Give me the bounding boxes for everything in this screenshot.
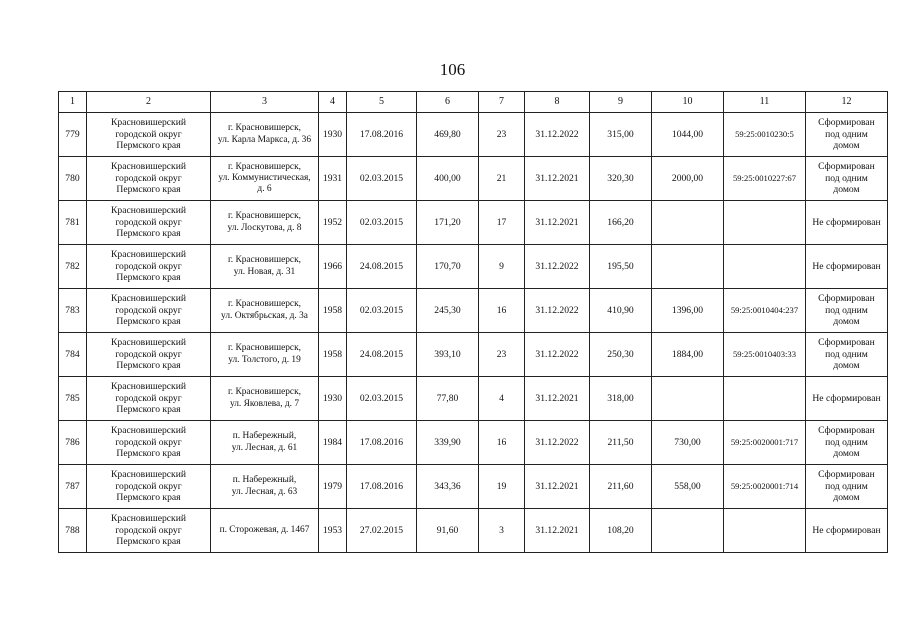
year-cell: 1953: [319, 509, 347, 553]
cadastral-number-cell: 59:25:0010403:33: [724, 333, 806, 377]
area-cell: 77,80: [417, 377, 479, 421]
table-row: [59, 421, 888, 465]
district-cell-line: Пермского края: [116, 492, 181, 504]
area2-cell: 211,50: [590, 421, 652, 465]
deadline-cell: 31.12.2022: [525, 289, 590, 333]
area2-cell: 108,20: [590, 509, 652, 553]
address-cell: [211, 201, 319, 245]
district-cell-line: Пермского края: [116, 448, 181, 460]
row-number-cell: 786: [59, 421, 87, 465]
row-number-cell: 781: [59, 201, 87, 245]
cadastral-number-cell: [724, 201, 806, 245]
year-cell: 1930: [319, 113, 347, 157]
status-cell-line: домом: [833, 316, 860, 328]
housing-registry-table: [58, 91, 888, 553]
district-cell-line: Красновишерский: [111, 249, 186, 261]
table-row: [59, 289, 888, 333]
year-cell: 1984: [319, 421, 347, 465]
status-cell: [806, 245, 888, 289]
column-header-8: 8: [525, 92, 590, 113]
date-cell: 27.02.2015: [347, 509, 417, 553]
count-cell: 23: [479, 113, 525, 157]
district-cell-line: Пермского края: [116, 360, 181, 372]
year-cell: 1930: [319, 377, 347, 421]
deadline-cell: 31.12.2022: [525, 113, 590, 157]
column-header-3: 3: [211, 92, 319, 113]
area2-cell: 320,30: [590, 157, 652, 201]
deadline-cell: 31.12.2022: [525, 333, 590, 377]
table-row: [59, 201, 888, 245]
status-cell-line: Сформирован: [818, 425, 875, 437]
district-cell-line: городской округ: [115, 392, 182, 404]
status-cell-line: Сформирован: [818, 293, 875, 305]
table-row: [59, 509, 888, 553]
status-cell: [806, 377, 888, 421]
count-cell: 4: [479, 377, 525, 421]
cadastral-number-cell: 59:25:0010230:5: [724, 113, 806, 157]
date-cell: 17.08.2016: [347, 465, 417, 509]
column-header-9: 9: [590, 92, 652, 113]
district-cell-line: городской округ: [115, 172, 182, 184]
row-number-cell: 780: [59, 157, 87, 201]
district-cell-line: городской округ: [115, 216, 182, 228]
deadline-cell: 31.12.2022: [525, 421, 590, 465]
address-cell-line: п. Набережный,: [232, 475, 297, 486]
deadline-cell: 31.12.2021: [525, 157, 590, 201]
date-cell: 02.03.2015: [347, 377, 417, 421]
status-cell: [806, 289, 888, 333]
date-cell: 17.08.2016: [347, 113, 417, 157]
status-cell-line: домом: [833, 140, 860, 152]
address-cell-line: г. Красновишерск,: [227, 211, 301, 222]
cadastral-number-cell: 59:25:0020001:717: [724, 421, 806, 465]
deadline-cell: 31.12.2021: [525, 465, 590, 509]
status-cell-line: Сформирован: [818, 337, 875, 349]
status-cell-line: Сформирован: [818, 469, 875, 481]
land-area-cell: [652, 245, 724, 289]
address-cell-line: ул. Новая, д. 31: [233, 266, 296, 277]
deadline-cell: 31.12.2021: [525, 377, 590, 421]
column-header-11: 11: [724, 92, 806, 113]
address-cell: [211, 509, 319, 553]
address-cell-line: ул. Толстого, д. 19: [228, 354, 301, 365]
land-area-cell: [652, 201, 724, 245]
address-cell-line: д. 6: [257, 184, 272, 195]
land-area-cell: 1396,00: [652, 289, 724, 333]
status-cell-line: Не сформирован: [812, 392, 881, 404]
status-cell-line: под одним: [825, 172, 868, 184]
row-number-cell: 779: [59, 113, 87, 157]
status-cell-line: Не сформирован: [812, 524, 881, 536]
status-cell-line: Сформирован: [818, 161, 875, 173]
address-cell-line: ул. Коммунистическая,: [218, 172, 311, 183]
column-header-2: 2: [87, 92, 211, 113]
cadastral-number-cell: 59:25:0010227:67: [724, 157, 806, 201]
count-cell: 21: [479, 157, 525, 201]
area2-cell: 250,30: [590, 333, 652, 377]
area2-cell: 195,50: [590, 245, 652, 289]
address-cell-line: ул. Лоскутова, д. 8: [227, 222, 302, 233]
district-cell-line: Красновишерский: [111, 513, 186, 525]
district-cell: [87, 201, 211, 245]
status-cell-line: под одним: [825, 348, 868, 360]
district-cell-line: Пермского края: [116, 228, 181, 240]
district-cell-line: Красновишерский: [111, 425, 186, 437]
column-header-5: 5: [347, 92, 417, 113]
address-cell-line: г. Красновишерск,: [227, 161, 301, 172]
land-area-cell: 2000,00: [652, 157, 724, 201]
district-cell-line: Красновишерский: [111, 293, 186, 305]
status-cell-line: домом: [833, 448, 860, 460]
column-header-12: 12: [806, 92, 888, 113]
deadline-cell: 31.12.2021: [525, 201, 590, 245]
column-header-1: 1: [59, 92, 87, 113]
table-row: [59, 465, 888, 509]
district-cell-line: Красновишерский: [111, 161, 186, 173]
land-area-cell: 1044,00: [652, 113, 724, 157]
status-cell: [806, 333, 888, 377]
district-cell: [87, 421, 211, 465]
district-cell-line: Красновишерский: [111, 337, 186, 349]
district-cell-line: Красновишерский: [111, 469, 186, 481]
district-cell-line: Пермского края: [116, 140, 181, 152]
column-header-7: 7: [479, 92, 525, 113]
district-cell: [87, 465, 211, 509]
page-number: 106: [439, 60, 466, 79]
date-cell: 02.03.2015: [347, 157, 417, 201]
area-cell: 245,30: [417, 289, 479, 333]
status-cell-line: Не сформирован: [812, 260, 881, 272]
district-cell: [87, 377, 211, 421]
status-cell-line: под одним: [825, 304, 868, 316]
land-area-cell: 730,00: [652, 421, 724, 465]
address-cell-line: ул. Яковлева, д. 7: [229, 398, 300, 409]
year-cell: 1958: [319, 289, 347, 333]
year-cell: 1966: [319, 245, 347, 289]
date-cell: 02.03.2015: [347, 289, 417, 333]
address-cell: [211, 465, 319, 509]
address-cell-line: ул. Октябрьская, д. 3а: [221, 310, 308, 321]
row-number-cell: 782: [59, 245, 87, 289]
address-cell-line: п. Сторожевая, д. 1467: [219, 524, 310, 535]
land-area-cell: 558,00: [652, 465, 724, 509]
date-cell: 17.08.2016: [347, 421, 417, 465]
district-cell: [87, 113, 211, 157]
year-cell: 1931: [319, 157, 347, 201]
area2-cell: 318,00: [590, 377, 652, 421]
district-cell-line: Пермского края: [116, 272, 181, 284]
area-cell: 91,60: [417, 509, 479, 553]
address-cell-line: ул. Лесная, д. 61: [231, 442, 298, 453]
column-header-4: 4: [319, 92, 347, 113]
row-number-cell: 785: [59, 377, 87, 421]
district-cell-line: Пермского края: [116, 316, 181, 328]
count-cell: 16: [479, 289, 525, 333]
address-cell-line: п. Набережный,: [232, 431, 297, 442]
district-cell-line: городской округ: [115, 524, 182, 536]
deadline-cell: 31.12.2021: [525, 509, 590, 553]
status-cell: [806, 465, 888, 509]
count-cell: 23: [479, 333, 525, 377]
area-cell: 339,90: [417, 421, 479, 465]
cadastral-number-cell: [724, 377, 806, 421]
count-cell: 19: [479, 465, 525, 509]
row-number-cell: 788: [59, 509, 87, 553]
area-cell: 393,10: [417, 333, 479, 377]
district-cell-line: городской округ: [115, 304, 182, 316]
row-number-cell: 787: [59, 465, 87, 509]
district-cell: [87, 333, 211, 377]
status-cell: [806, 113, 888, 157]
area-cell: 170,70: [417, 245, 479, 289]
area-cell: 171,20: [417, 201, 479, 245]
address-cell: [211, 333, 319, 377]
district-cell: [87, 157, 211, 201]
column-header-10: 10: [652, 92, 724, 113]
row-number-cell: 784: [59, 333, 87, 377]
area-cell: 469,80: [417, 113, 479, 157]
address-cell: [211, 421, 319, 465]
year-cell: 1952: [319, 201, 347, 245]
address-cell: [211, 377, 319, 421]
address-cell-line: ул. Лесная, д. 63: [231, 486, 298, 497]
district-cell-line: Красновишерский: [111, 117, 186, 129]
cadastral-number-cell: [724, 509, 806, 553]
date-cell: 02.03.2015: [347, 201, 417, 245]
status-cell-line: Сформирован: [818, 117, 875, 129]
address-cell-line: г. Красновишерск,: [227, 343, 301, 354]
address-cell-line: г. Красновишерск,: [227, 123, 301, 134]
district-cell-line: городской округ: [115, 480, 182, 492]
table-row: [59, 333, 888, 377]
status-cell: [806, 509, 888, 553]
cadastral-number-cell: 59:25:0010404:237: [724, 289, 806, 333]
area-cell: 400,00: [417, 157, 479, 201]
district-cell: [87, 509, 211, 553]
district-cell-line: городской округ: [115, 436, 182, 448]
district-cell-line: Пермского края: [116, 536, 181, 548]
land-area-cell: [652, 377, 724, 421]
district-cell-line: городской округ: [115, 348, 182, 360]
status-cell-line: домом: [833, 184, 860, 196]
date-cell: 24.08.2015: [347, 245, 417, 289]
year-cell: 1958: [319, 333, 347, 377]
district-cell-line: городской округ: [115, 128, 182, 140]
area2-cell: 410,90: [590, 289, 652, 333]
land-area-cell: [652, 509, 724, 553]
address-cell-line: ул. Карла Маркса, д. 36: [217, 134, 312, 145]
count-cell: 16: [479, 421, 525, 465]
status-cell-line: домом: [833, 492, 860, 504]
row-number-cell: 783: [59, 289, 87, 333]
area2-cell: 211,60: [590, 465, 652, 509]
land-area-cell: 1884,00: [652, 333, 724, 377]
deadline-cell: 31.12.2022: [525, 245, 590, 289]
area2-cell: 315,00: [590, 113, 652, 157]
cadastral-number-cell: [724, 245, 806, 289]
district-cell: [87, 289, 211, 333]
status-cell: [806, 201, 888, 245]
table-row: [59, 113, 888, 157]
district-cell-line: Красновишерский: [111, 381, 186, 393]
address-cell: [211, 113, 319, 157]
district-cell-line: Красновишерский: [111, 205, 186, 217]
column-header-6: 6: [417, 92, 479, 113]
area2-cell: 166,20: [590, 201, 652, 245]
date-cell: 24.08.2015: [347, 333, 417, 377]
district-cell-line: Пермского края: [116, 184, 181, 196]
status-cell: [806, 157, 888, 201]
district-cell-line: городской округ: [115, 260, 182, 272]
cadastral-number-cell: 59:25:0020001:714: [724, 465, 806, 509]
address-cell-line: г. Красновишерск,: [227, 299, 301, 310]
table-row: [59, 157, 888, 201]
count-cell: 3: [479, 509, 525, 553]
table-row: [59, 377, 888, 421]
area-cell: 343,36: [417, 465, 479, 509]
count-cell: 9: [479, 245, 525, 289]
address-cell: [211, 245, 319, 289]
status-cell-line: под одним: [825, 480, 868, 492]
address-cell-line: г. Красновишерск,: [227, 387, 301, 398]
status-cell-line: под одним: [825, 436, 868, 448]
status-cell-line: под одним: [825, 128, 868, 140]
status-cell-line: домом: [833, 360, 860, 372]
status-cell-line: Не сформирован: [812, 216, 881, 228]
count-cell: 17: [479, 201, 525, 245]
address-cell-line: г. Красновишерск,: [227, 255, 301, 266]
year-cell: 1979: [319, 465, 347, 509]
status-cell: [806, 421, 888, 465]
table-row: [59, 245, 888, 289]
district-cell: [87, 245, 211, 289]
address-cell: [211, 157, 319, 201]
district-cell-line: Пермского края: [116, 404, 181, 416]
address-cell: [211, 289, 319, 333]
column-number-row: [59, 92, 888, 113]
